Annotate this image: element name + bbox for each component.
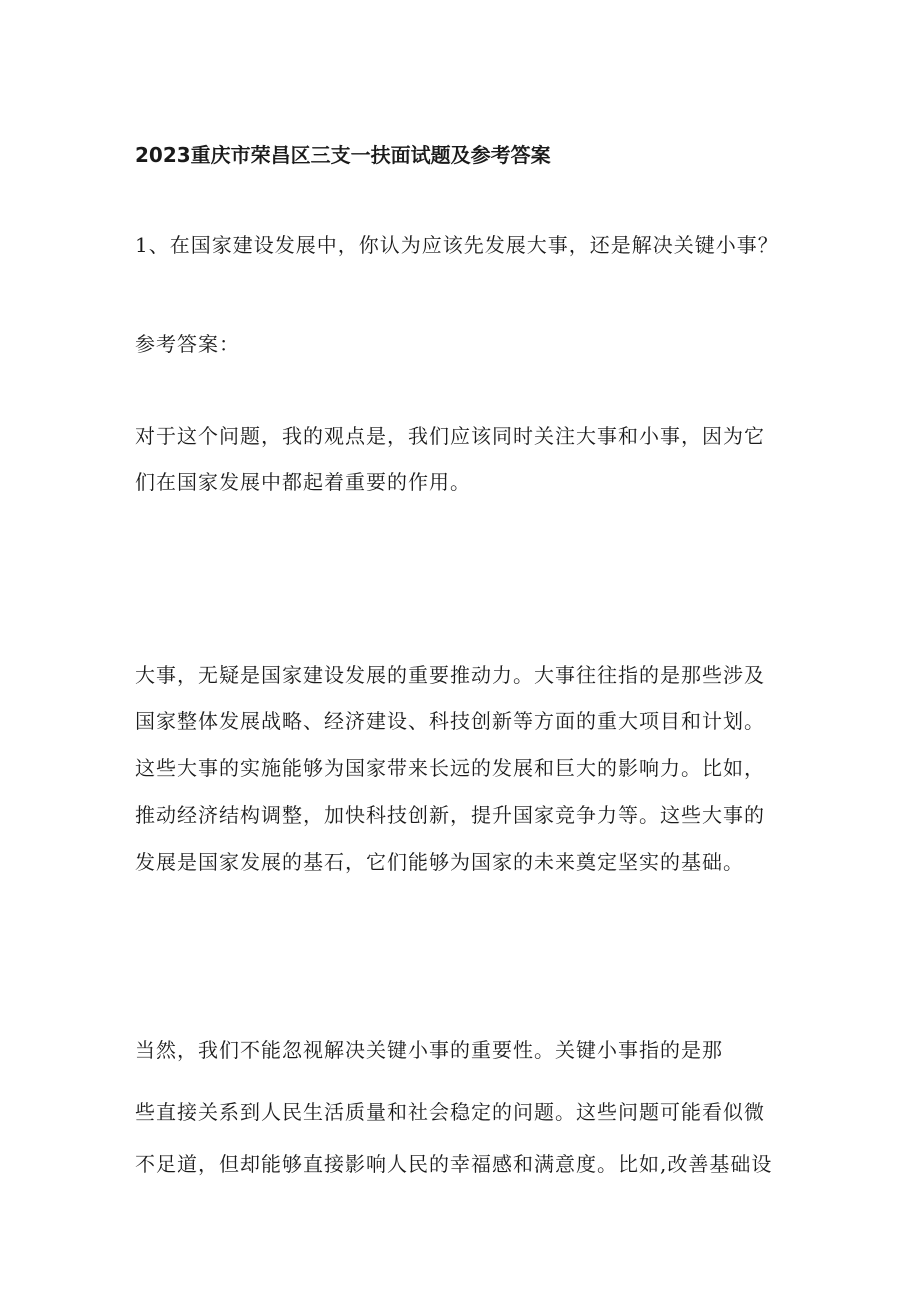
paragraph-line: 国家整体发展战略、经济建设、科技创新等方面的重大项目和计划。 bbox=[135, 709, 765, 733]
paragraph-line: 发展是国家发展的基石，它们能够为国家的未来奠定坚实的基础。 bbox=[135, 850, 744, 874]
question-text: 1、在国家建设发展中，你认为应该先发展大事，还是解决关键小事？ bbox=[135, 233, 779, 257]
paragraph-line: 推动经济结构调整，加快科技创新，提升国家竞争力等。这些大事的 bbox=[135, 803, 765, 827]
paragraph-line: 不足道，但却能够直接影响人民的幸福感和满意度。比如,改善基础设 bbox=[135, 1152, 773, 1176]
paragraph-line: 大事，无疑是国家建设发展的重要推动力。大事往往指的是那些涉及 bbox=[135, 663, 765, 687]
paragraph-line: 这些大事的实施能够为国家带来长远的发展和巨大的影响力。比如， bbox=[135, 756, 765, 780]
paragraph-line: 们在国家发展中都起着重要的作用。 bbox=[135, 470, 471, 494]
paragraph-line: 当然，我们不能忽视解决关键小事的重要性。关键小事指的是那 bbox=[135, 1038, 723, 1062]
answer-label: 参考答案： bbox=[135, 332, 240, 356]
document-title: 2023重庆市荣昌区三支一扶面试题及参考答案 bbox=[135, 143, 551, 167]
paragraph-line: 对于这个问题，我的观点是，我们应该同时关注大事和小事，因为它 bbox=[135, 424, 765, 448]
paragraph-line: 些直接关系到人民生活质量和社会稳定的问题。这些问题可能看似微 bbox=[135, 1100, 765, 1124]
